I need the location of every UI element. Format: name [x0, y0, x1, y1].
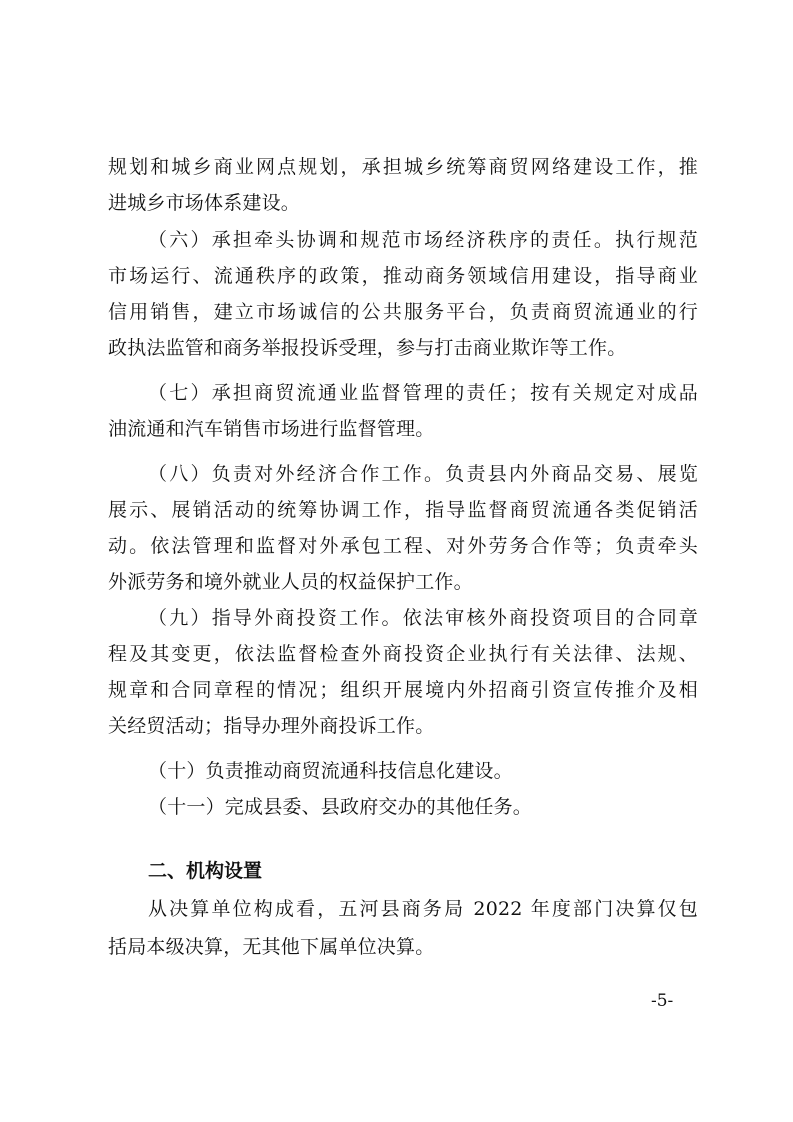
body-line: 外派劳务和境外就业人员的权益保护工作。 [108, 571, 473, 593]
body-line: （十）负责推动商贸流通科技信息化建设。 [148, 760, 513, 782]
body-line: 市场运行、流通秩序的政策，推动商务领域信用建设，指导商业 [108, 265, 698, 287]
body-line: （九）指导外商投资工作。依法审核外商投资项目的合同章 [148, 607, 698, 629]
body-line: 油流通和汽车销售市场进行监督管理。 [108, 418, 435, 440]
body-line: （六）承担牵头协调和规范市场经济秩序的责任。执行规范 [148, 229, 698, 251]
body-line: 从决算单位构成看，五河县商务局 2022 年度部门决算仅包 [148, 898, 698, 920]
body-line: 规划和城乡商业网点规划，承担城乡统筹商贸网络建设工作，推 [108, 156, 698, 178]
body-line: （七）承担商贸流通业监督管理的责任；按有关规定对成品 [148, 382, 698, 404]
body-line: 程及其变更，依法监督检查外商投资企业执行有关法律、法规、 [108, 643, 698, 665]
body-line: 进城乡市场体系建设。 [108, 192, 301, 214]
body-line: （十一）完成县委、县政府交办的其他任务。 [148, 796, 533, 818]
body-line: 关经贸活动；指导办理外商投诉工作。 [108, 715, 435, 737]
body-line: （八）负责对外经济合作工作。负责县内外商品交易、展览 [148, 463, 698, 485]
body-line: 动。依法管理和监督对外承包工程、对外劳务合作等；负责牵头 [108, 535, 698, 557]
page-number: -5- [651, 991, 674, 1011]
body-line: 展示、展销活动的统筹协调工作，指导监督商贸流通各类促销活 [108, 499, 698, 521]
body-line: 信用销售，建立市场诚信的公共服务平台，负责商贸流通业的行 [108, 301, 698, 323]
section-heading: 二、机构设置 [148, 860, 263, 882]
body-line: 政执法监管和商务举报投诉受理，参与打击商业欺诈等工作。 [108, 337, 627, 359]
body-line: 规章和合同章程的情况；组织开展境内外招商引资宣传推介及相 [108, 679, 698, 701]
body-line: 括局本级决算，无其他下属单位决算。 [108, 936, 435, 958]
